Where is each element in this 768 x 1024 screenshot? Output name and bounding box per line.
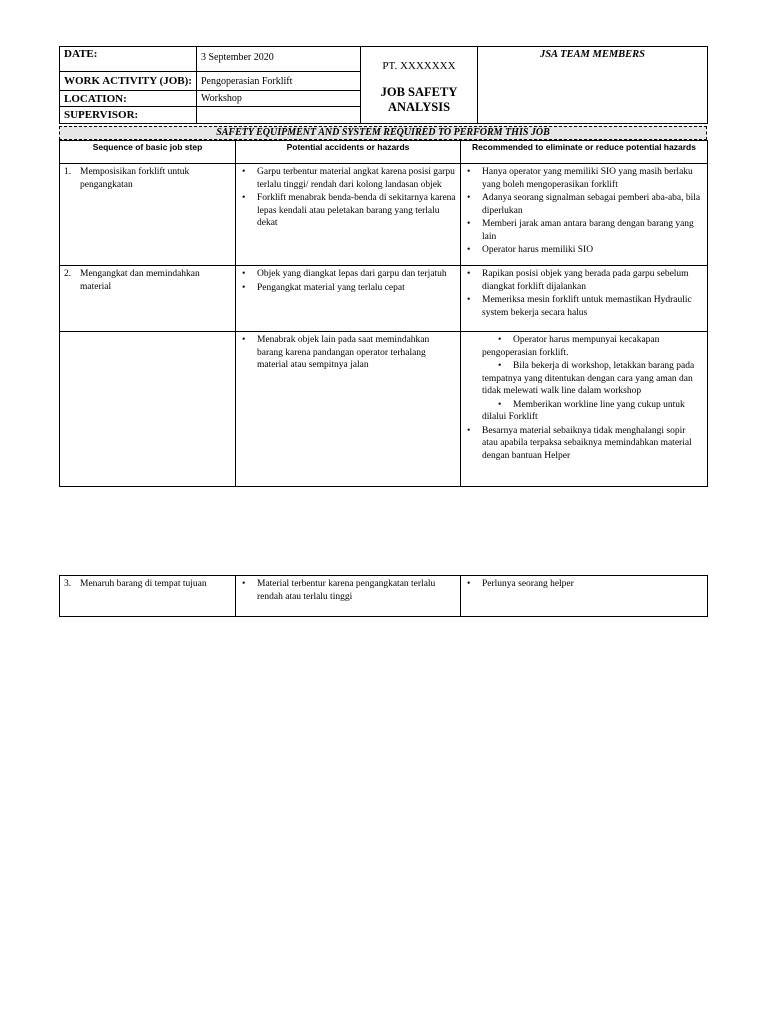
step-text: Menaruh barang di tempat tujuan <box>80 579 207 589</box>
hazards-cell <box>236 332 461 487</box>
jsa-team-members: JSA TEAM MEMBERS <box>478 47 708 124</box>
control-item: • Rapikan posisi objek yang berada pada garpu sebelum diangkat forklift dijalankan <box>465 268 703 293</box>
control-item: • Memberikan workline line yang cukup untuk dilalui Forklift <box>465 399 703 424</box>
step-text: Mengangkat dan memindahkan material <box>80 269 200 292</box>
control-item: • Memberi jarak aman antara barang dengan barang yang lain <box>465 218 703 243</box>
work-activity-value: Pengoperasian Forklift <box>197 72 361 91</box>
step-cell <box>60 164 236 266</box>
table-row <box>60 164 708 266</box>
location-value: Workshop <box>197 91 361 107</box>
step-text: Memposisikan forklift untuk pengangkatan <box>80 167 190 190</box>
control-item: • Adanya seorang signalman sebagai pemberi aba-aba, bila diperlukan <box>465 192 703 217</box>
controls-cell <box>461 266 708 332</box>
step-number: 1. <box>64 167 72 177</box>
column-header-hazards: Potential accidents or hazards <box>236 141 461 164</box>
safety-equipment-band: SAFETY EQUIPMENT AND SYSTEM REQUIRED TO PERFORM THIS JOB <box>59 126 707 140</box>
step-number: 3. <box>64 579 72 589</box>
controls-cell <box>461 332 708 487</box>
column-header-step: Sequence of basic job step <box>60 141 236 164</box>
company-name: PT. XXXXXXX <box>382 60 456 72</box>
hazard-item: • Pengangkat material yang terlalu cepat <box>240 282 456 295</box>
controls-cell <box>461 164 708 266</box>
step-cell <box>60 576 236 617</box>
controls-cell <box>461 576 708 617</box>
hazard-item: • Garpu terbentur material angkat karena posisi garpu terlalu tinggi/ rendah dari kolong landasan objek <box>240 166 456 191</box>
control-item: • Bila bekerja di workshop, letakkan barang pada tempatnya yang ditentukan dengan cara yang aman dan tidak melewati walk line dalam workshop <box>465 360 703 398</box>
control-item: • Operator harus mempunyai kecakapan pengoperasian forklift. <box>465 334 703 359</box>
hazard-item: • Forklift menabrak benda-benda di sekitarnya karena lepas kendali atau peletakan barang yang terlalu dekat <box>240 192 456 230</box>
document-title: JOB SAFETY ANALYSIS <box>380 85 458 114</box>
control-item: • Besarnya material sebaiknya tidak menghalangi sopir atau apabila terpaksa sebaiknya memindahkan material dengan bantuan Helper <box>465 425 703 463</box>
hazard-item: • Objek yang diangkat lepas dari garpu dan terjatuh <box>240 268 456 281</box>
header-table <box>59 46 708 124</box>
hazards-cell <box>236 164 461 266</box>
work-activity-label: WORK ACTIVITY (JOB): <box>60 72 197 91</box>
date-label: DATE: <box>60 47 197 72</box>
date-value: 3 September 2020 <box>197 47 361 72</box>
control-item: • Operator harus memiliki SIO <box>465 244 703 257</box>
control-item: • Perlunya seorang helper <box>465 578 703 591</box>
column-header-row <box>60 141 708 164</box>
table-row <box>60 576 708 617</box>
step-cell <box>60 332 236 487</box>
step-cell <box>60 266 236 332</box>
control-item: • Hanya operator yang memiliki SIO yang masih berlaku yang boleh mengoperasikan forklift <box>465 166 703 191</box>
jsa-table-continued <box>59 575 708 617</box>
supervisor-value <box>197 107 361 124</box>
table-row <box>60 332 708 487</box>
column-header-controls: Recommended to eliminate or reduce potential hazards <box>461 141 708 164</box>
hazards-cell <box>236 576 461 617</box>
control-item: • Memeriksa mesin forklift untuk memastikan Hydraulic system bekerja secara halus <box>465 294 703 319</box>
table-row <box>60 266 708 332</box>
supervisor-label: SUPERVISOR: <box>60 107 197 124</box>
hazards-cell <box>236 266 461 332</box>
hazard-item: • Menabrak objek lain pada saat memindahkan barang karena pandangan operator terhalang material atau sempitnya jalan <box>240 334 456 372</box>
hazard-item: • Material terbentur karena pengangkatan terlalu rendah atau terlalu tinggi <box>240 578 456 603</box>
step-number: 2. <box>64 269 72 279</box>
title-cell <box>361 47 478 124</box>
location-label: LOCATION: <box>60 91 197 107</box>
jsa-table <box>59 140 708 487</box>
